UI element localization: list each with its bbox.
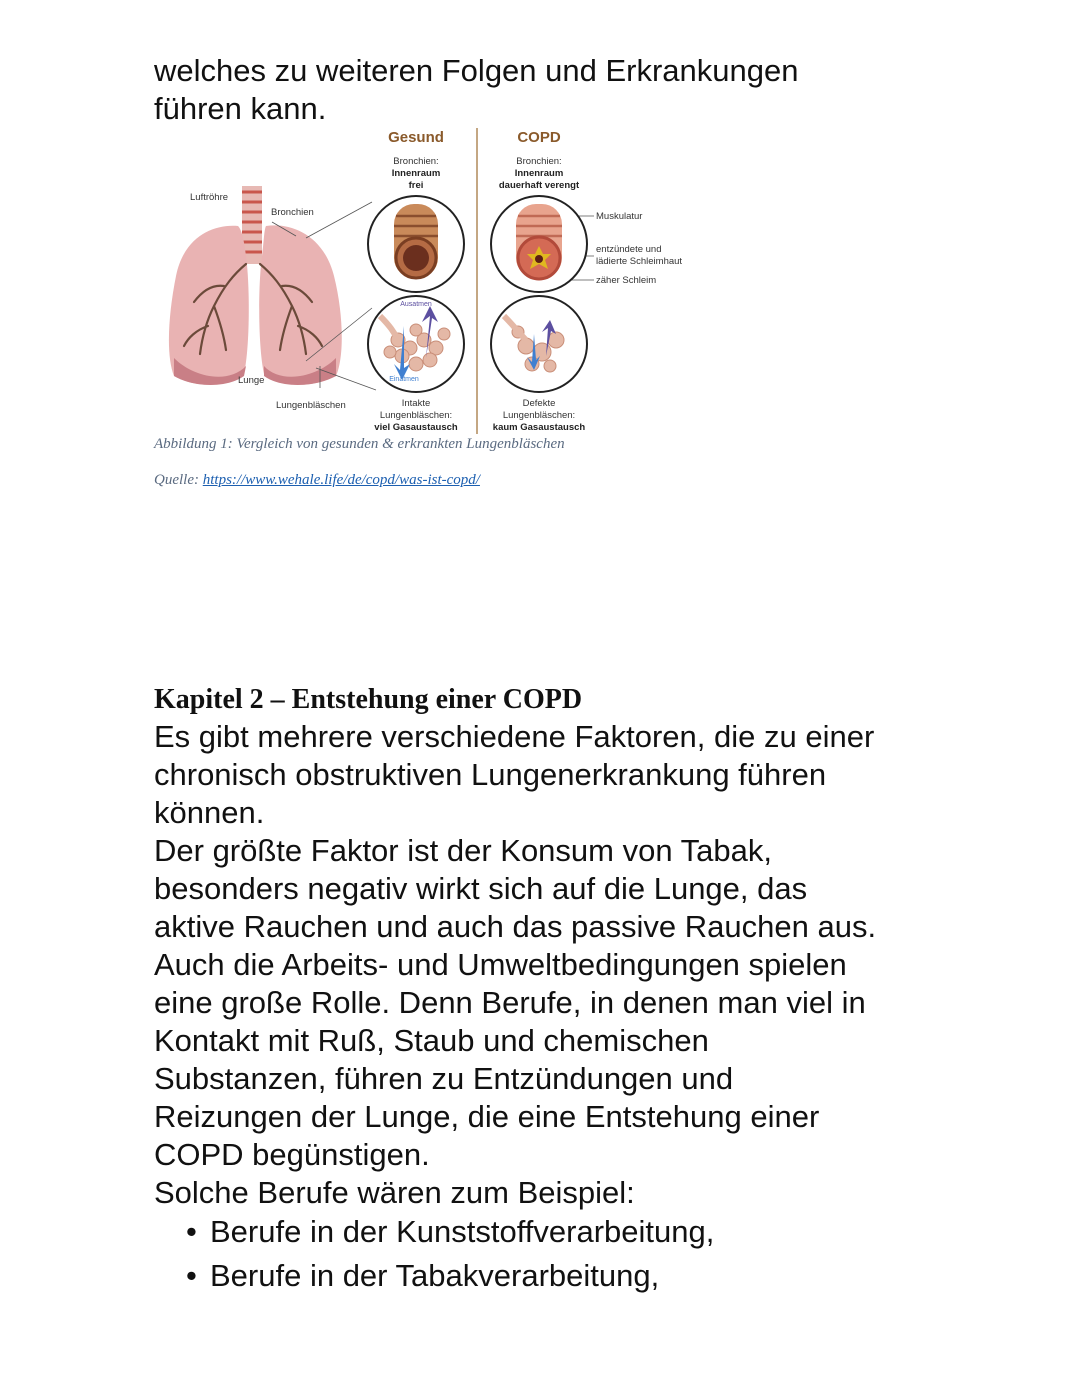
label-muscle: Muskulatur	[596, 211, 643, 222]
intro-line-2: führen kann.	[154, 91, 327, 126]
copd-alveoli-text-1: Defekte	[522, 398, 556, 409]
chapter-line: besonders negativ wirkt sich auf die Lunge, das	[154, 871, 808, 906]
chapter-line: eine große Rolle. Denn Berufe, in denen man viel in	[154, 985, 866, 1020]
figure-caption: Abbildung 1: Vergleich von gesunden & erkrankten Lungenbläschen	[154, 436, 565, 452]
bullet-icon: •	[186, 1258, 197, 1293]
label-inhale: Einatmen	[389, 376, 419, 383]
trachea-rings	[242, 192, 262, 252]
chapter-line: Reizungen der Lunge, die eine Entstehung einer	[154, 1099, 820, 1134]
healthy-bronchi-text-2: Innenraum	[391, 168, 441, 179]
healthy-alveoli-circle	[368, 296, 464, 392]
copd-bronchi-text-3: dauerhaft verengt	[498, 180, 580, 191]
chapter-line: können.	[154, 795, 265, 830]
figure-title-healthy: Gesund	[388, 129, 444, 146]
chapter-line: Solche Berufe wären zum Beispiel:	[154, 1175, 635, 1210]
label-bronchi: Bronchien	[271, 207, 314, 218]
chapter-paragraph	[154, 718, 954, 1212]
list-item-text: Berufe in der Kunststoffverarbeitung,	[210, 1214, 715, 1249]
chapter-line: aktive Rauchen und auch das passive Rauchen aus.	[154, 909, 877, 944]
list-item	[186, 1256, 714, 1300]
healthy-bronchus-circle	[368, 196, 464, 292]
healthy-bronchi-text-3: frei	[408, 180, 424, 191]
list-item	[186, 1212, 714, 1256]
list-item-text: Berufe in der Tabakverarbeitung,	[210, 1258, 660, 1293]
chapter-line: Der größte Faktor ist der Konsum von Tabak,	[154, 833, 772, 868]
chapter-line: Es gibt mehrere verschiedene Faktoren, die zu einer	[154, 719, 875, 754]
label-inflamed-1: entzündete und	[596, 244, 662, 255]
label-inflamed-2: lädierte Schleimhaut	[596, 256, 683, 267]
copd-alveoli-text-2: Lungenbläschen:	[502, 410, 576, 421]
copd-alveoli-text-3: kaum Gasaustausch	[492, 422, 586, 433]
healthy-alveoli-text-2: Lungenbläschen:	[379, 410, 453, 421]
chapter-line: Substanzen, führen zu Entzündungen und	[154, 1061, 734, 1096]
copd-alveoli-circle	[491, 296, 587, 392]
copd-bronchi-text-2: Innenraum	[514, 168, 564, 179]
figure-title-copd: COPD	[517, 129, 561, 146]
label-trachea: Luftröhre	[190, 192, 229, 203]
occupation-list	[186, 1212, 714, 1300]
healthy-alveoli-text-1: Intakte	[401, 398, 431, 409]
chapter-line: COPD begünstigen.	[154, 1137, 430, 1172]
chapter-line: chronisch obstruktiven Lungenerkrankung führen	[154, 757, 827, 792]
label-exhale: Ausatmen	[400, 301, 432, 308]
label-mucus: zäher Schleim	[596, 275, 657, 286]
label-alveoli: Lungenbläschen	[276, 400, 346, 411]
source-label: Quelle:	[154, 472, 203, 488]
chapter-line: Kontakt mit Ruß, Staub und chemischen	[154, 1023, 709, 1058]
copd-bronchi-text-1: Bronchien:	[516, 156, 562, 167]
label-lung: Lunge	[238, 375, 265, 386]
chapter-heading: Kapitel 2 – Entstehung einer COPD	[154, 684, 583, 715]
bullet-icon: •	[186, 1214, 197, 1249]
right-lung	[259, 225, 342, 384]
intro-paragraph	[154, 52, 954, 128]
intro-line-1: welches zu weiteren Folgen und Erkrankungen	[154, 53, 799, 88]
healthy-bronchi-text-1: Bronchien:	[393, 156, 439, 167]
copd-bronchus-circle	[491, 196, 587, 292]
healthy-alveoli-text-3: viel Gasaustausch	[374, 422, 458, 433]
chapter-line: Auch die Arbeits- und Umweltbedingungen spielen	[154, 947, 847, 982]
source-link[interactable]: https://www.wehale.life/de/copd/was-ist-copd/	[202, 472, 480, 488]
figure-source	[154, 472, 480, 489]
copd-lung-comparison-figure	[154, 126, 714, 438]
left-lung	[169, 226, 249, 385]
